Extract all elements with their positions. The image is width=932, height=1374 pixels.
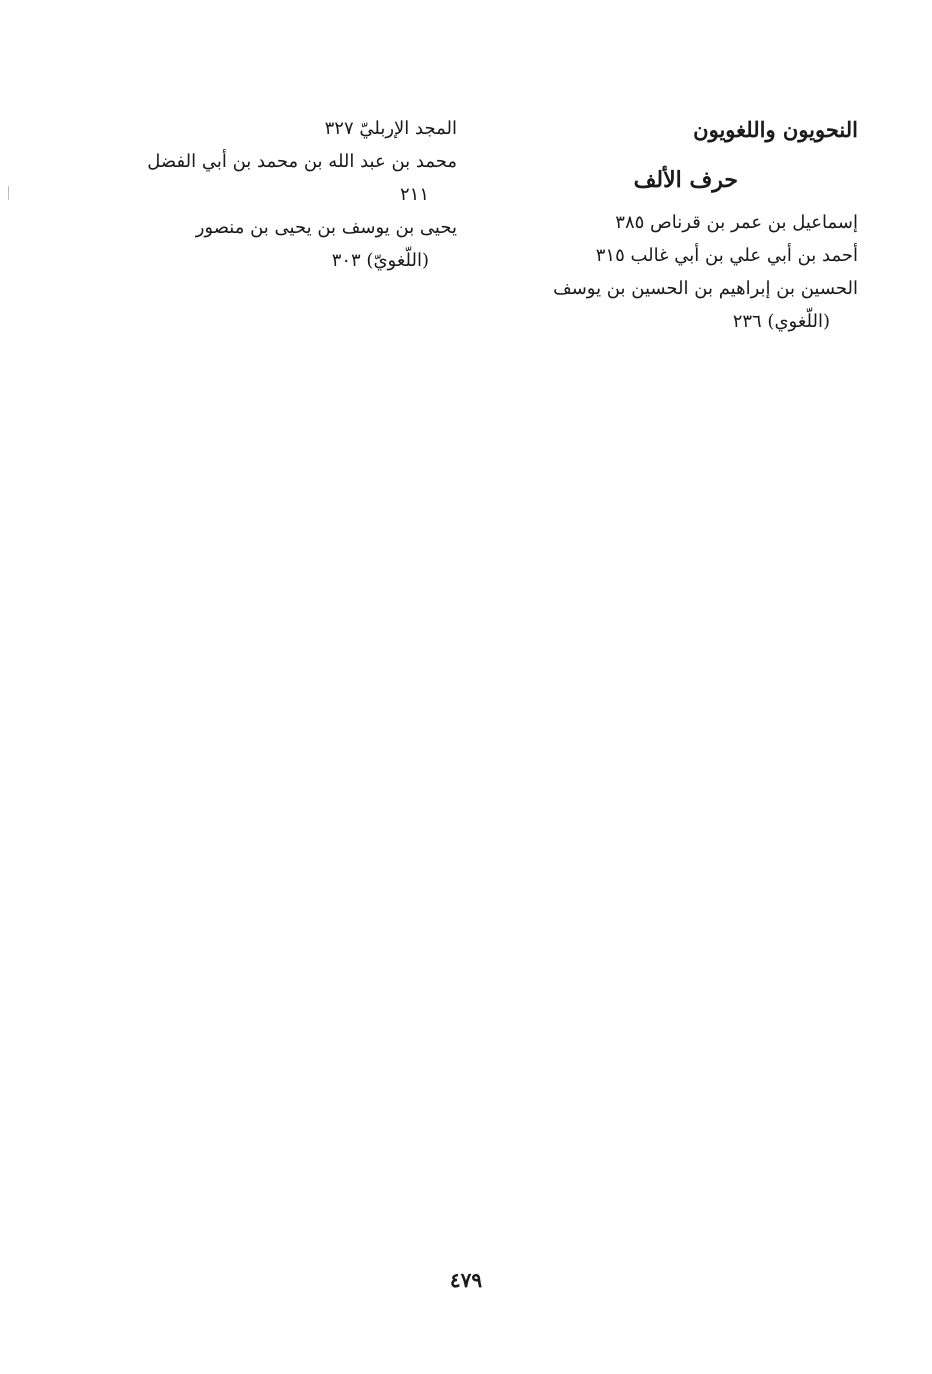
index-entry: إسماعيل بن عمر بن قرناص ٣٨٥ (615, 212, 858, 233)
index-entry-continuation: ٢١١ (399, 184, 429, 205)
index-entry-continuation: (اللّغويّ) ٣٠٣ (331, 250, 429, 271)
letter-heading: حرف الألف (633, 167, 738, 193)
section-title: النحويون واللغويون (693, 117, 858, 142)
index-entry: محمد بن عبد الله بن محمد بن أبي الفضل (147, 151, 457, 172)
index-entry-continuation: (اللّغوي) ٢٣٦ (732, 311, 830, 332)
left-column (97, 112, 457, 277)
index-entry: المجد الإربليّ ٣٢٧ (324, 118, 457, 139)
right-column (498, 112, 858, 338)
index-entry: أحمد بن أبي علي بن أبي غالب ٣١٥ (595, 245, 858, 266)
index-entry: يحيى بن يوسف بن يحيى بن منصور (195, 217, 457, 238)
page-number: ٤٧٩ (449, 1268, 483, 1292)
scan-mark (8, 186, 9, 200)
index-entry: الحسين بن إبراهيم بن الحسين بن يوسف (553, 278, 858, 299)
